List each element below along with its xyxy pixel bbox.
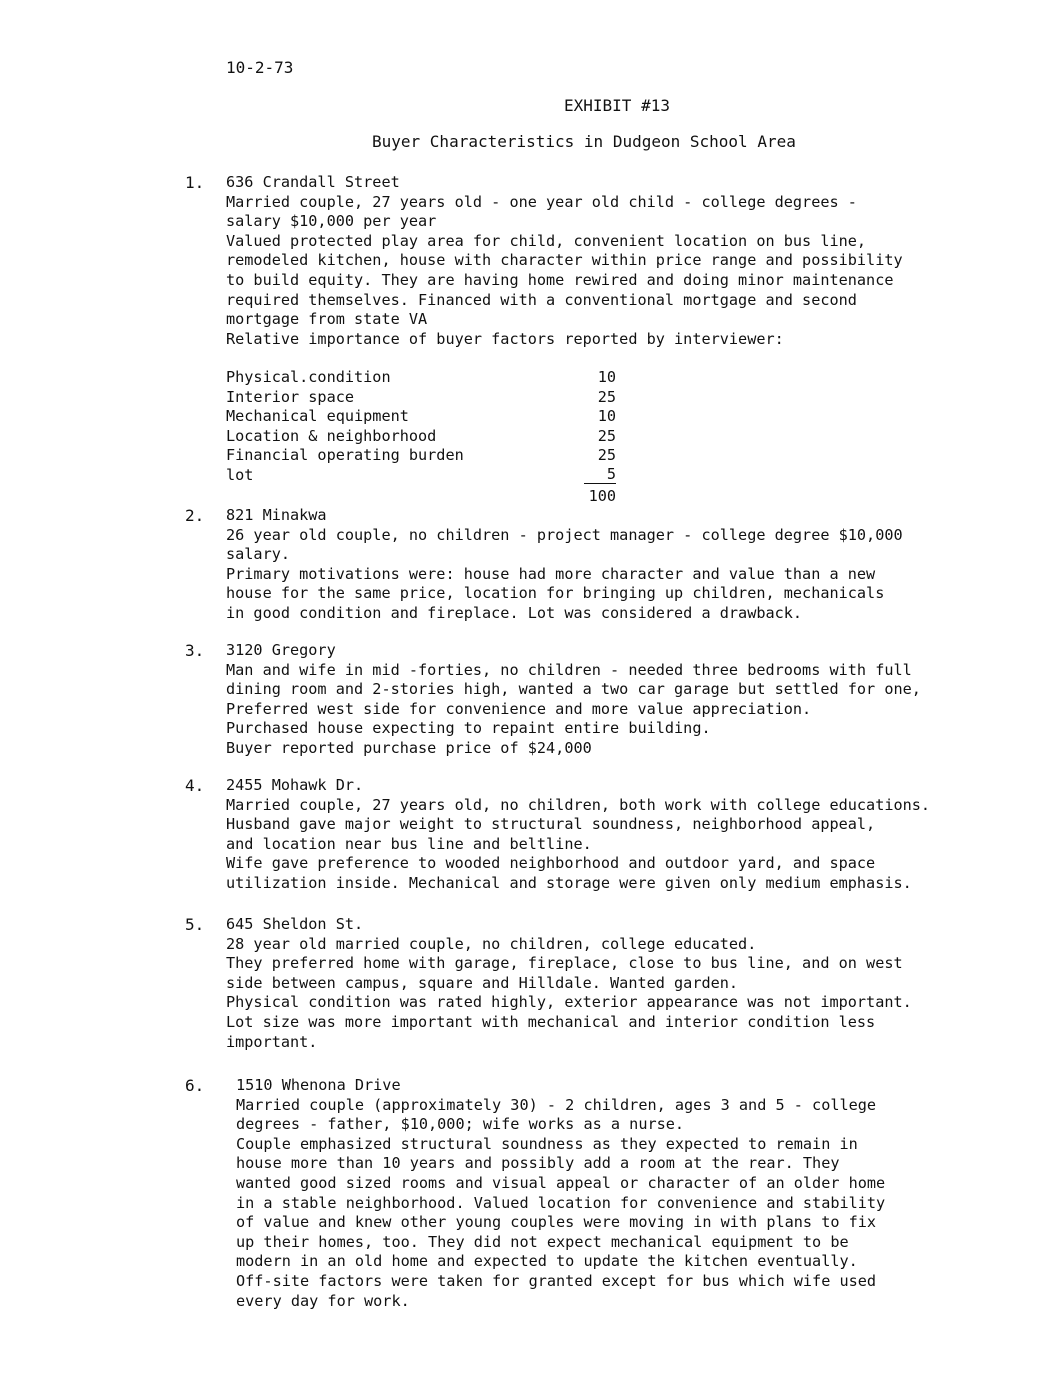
entry-body <box>226 506 1026 624</box>
factor-row <box>226 446 646 466</box>
entry-address: 2455 Mohawk Dr. <box>226 776 364 794</box>
entry-number: 3. <box>185 641 205 660</box>
factor-value: 25 <box>597 426 616 445</box>
factor-total: 100 <box>588 487 616 505</box>
entry-number: 4. <box>185 776 205 795</box>
entry-body <box>226 915 1026 1052</box>
factor-row <box>226 368 646 388</box>
entry-line: important. <box>226 1032 318 1051</box>
buyer-factor-table <box>226 368 646 505</box>
factor-name: Financial operating burden <box>226 446 464 465</box>
entry-line: Buyer reported purchase price of $24,000 <box>226 738 592 757</box>
entry-number: 2. <box>185 506 205 525</box>
entry-line: Married couple, 27 years old, no children, both work with college educations. <box>226 795 931 814</box>
entry-line: salary $10,000 per year <box>226 212 437 231</box>
factor-value: 25 <box>597 446 616 465</box>
entry-line: every day for work. <box>236 1291 410 1310</box>
factor-row <box>226 427 646 447</box>
entry-line: house for the same price, location for bringing up children, mechanicals <box>226 584 885 603</box>
document-date: 10-2-73 <box>226 58 294 77</box>
factor-value: 25 <box>597 387 616 406</box>
entry-line: salary. <box>226 545 291 564</box>
entry-body <box>226 641 1026 759</box>
document-subtitle: Buyer Characteristics in Dudgeon School Area <box>372 132 796 151</box>
factor-name: Physical.condition <box>226 368 391 386</box>
factor-row <box>226 407 646 427</box>
entry-line: to build equity. They are having home rewired and doing minor maintenance <box>226 270 894 289</box>
entry-address: 636 Crandall Street <box>226 173 400 191</box>
entry-line: Man and wife in mid -forties, no children - needed three bedrooms with full <box>226 660 912 679</box>
entry-line: Preferred west side for convenience and more value appreciation. <box>226 699 812 718</box>
entry-line: dining room and 2-stories high, wanted a two car garage but settled for one, <box>226 680 921 699</box>
entry-line: Couple emphasized structural soundness as they expected to remain in <box>236 1134 858 1153</box>
entry-line: 26 year old couple, no children - project manager - college degree $10,000 <box>226 525 903 544</box>
entry-number: 5. <box>185 915 205 934</box>
entry-line: up their homes, too. They did not expect mechanical equipment to be <box>236 1232 849 1251</box>
factor-row <box>226 466 646 486</box>
factor-value: 5 <box>584 466 616 484</box>
entry-line: required themselves. Financed with a conventional mortgage and second <box>226 290 857 309</box>
entry-line: remodeled kitchen, house with character within price range and possibility <box>226 251 903 270</box>
entry-address: 821 Minakwa <box>226 506 327 524</box>
entry-line: Valued protected play area for child, convenient location on bus line, <box>226 231 867 250</box>
exhibit-title: EXHIBIT #13 <box>564 96 670 115</box>
entry-line: house more than 10 years and possibly add a room at the rear. They <box>236 1154 840 1173</box>
entry-line: Off-site factors were taken for granted except for bus which wife used <box>236 1271 877 1290</box>
factor-name: Interior space <box>226 387 355 406</box>
entry-line: Lot size was more important with mechanical and interior condition less <box>226 1012 876 1031</box>
entry-body <box>226 173 1026 349</box>
entry-line: side between campus, square and Hilldale. Wanted garden. <box>226 973 739 992</box>
entry-line: in a stable neighborhood. Valued location for convenience and stability <box>236 1193 886 1212</box>
factor-row <box>226 388 646 408</box>
entry-number: 6. <box>185 1076 205 1095</box>
entry-body <box>226 776 1026 894</box>
entry-line: and location near bus line and beltline. <box>226 834 592 853</box>
entry-number: 1. <box>185 173 205 192</box>
entry-line: Married couple, 27 years old - one year old child - college degrees - <box>226 192 857 211</box>
entry-line: Relative importance of buyer factors reported by interviewer: <box>226 329 784 348</box>
entry-line: Primary motivations were: house had more character and value than a new <box>226 564 876 583</box>
entry-address: 1510 Whenona Drive <box>236 1076 401 1094</box>
entry-line: utilization inside. Mechanical and storage were given only medium emphasis. <box>226 873 912 892</box>
entry-line: wanted good sized rooms and visual appeal or character of an older home <box>236 1173 886 1192</box>
entry-line: 28 year old married couple, no children, college educated. <box>226 934 757 953</box>
entry-line: Husband gave major weight to structural soundness, neighborhood appeal, <box>226 815 876 834</box>
factor-name: lot <box>226 465 254 484</box>
entry-line: Purchased house expecting to repaint entire building. <box>226 719 711 738</box>
entry-line: They preferred home with garage, fireplace, close to bus line, and on west <box>226 954 903 973</box>
entry-body <box>236 1076 1036 1311</box>
entry-line: modern in an old home and expected to update the kitchen eventually. <box>236 1252 858 1271</box>
factor-value: 10 <box>597 407 616 426</box>
entry-line: of value and knew other young couples were moving in with plans to fix <box>236 1213 877 1232</box>
entry-line: mortgage from state VA <box>226 310 428 329</box>
factor-name: Mechanical equipment <box>226 407 409 426</box>
factor-name: Location & neighborhood <box>226 426 437 445</box>
entry-line: Physical condition was rated highly, exterior appearance was not important. <box>226 993 912 1012</box>
entry-line: Wife gave preference to wooded neighborhood and outdoor yard, and space <box>226 854 876 873</box>
entry-line: Married couple (approximately 30) - 2 children, ages 3 and 5 - college <box>236 1095 877 1114</box>
entry-address: 3120 Gregory <box>226 641 336 659</box>
factor-value: 10 <box>597 368 616 386</box>
entry-address: 645 Sheldon St. <box>226 915 364 933</box>
entry-line: in good condition and fireplace. Lot was considered a drawback. <box>226 603 803 622</box>
entry-line: degrees - father, $10,000; wife works as a nurse. <box>236 1115 685 1134</box>
